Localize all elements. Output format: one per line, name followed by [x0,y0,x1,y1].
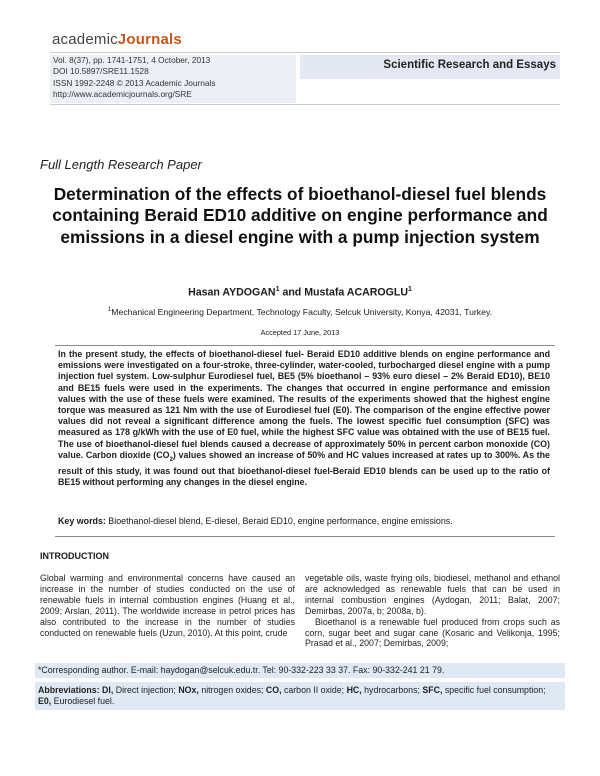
journal-name-box [300,55,560,79]
abbreviations-label: Abbreviations: [38,685,100,695]
author-2-affil-mark: 1 [408,286,412,293]
affiliation-mark: 1 [107,307,112,314]
abbr-term: SFC, [422,685,443,695]
corresponding-author: *Corresponding author. E-mail: haydogan@selcuk.edu.tr. Tel: 90-332-223 33 37. Fax: 90-332-241 21 79. [38,665,445,675]
keywords-label: Key words: [58,516,106,526]
abstract-text-2: ) values showed an increase of 50% and HC values increased at rates up to 300%. As the result of this study, it was found out that bioethanol-diesel fuel-Beraid ED10 blends can be used up to the ratio of BE15 without performing any changes in the diesel engine. [58,449,550,488]
abbr-definition: specific fuel consumption; [442,685,549,695]
introduction-heading: INTRODUCTION [40,551,109,561]
publisher-logo [52,31,182,48]
paper-title: Determination of the effects of bioethanol-diesel fuel blends containing Beraid ED10 additive on engine performance and emissions in a diesel engine with a pump injection system [52,184,548,247]
meta-doi: DOI 10.5897/SRE11.1528 [53,66,149,77]
header-top-rule [50,52,560,53]
abbreviations-box [35,682,565,710]
abbr-term: CO, [265,685,282,695]
body-column-right [305,573,560,649]
keywords [58,516,550,527]
abbr-definition: carbon II oxide; [281,685,347,695]
abbr-term: E0, [38,696,52,707]
affiliation [40,307,560,317]
abbreviations [38,685,560,708]
author-line [40,286,560,299]
author-1-affil-mark: 1 [275,286,280,293]
abbr-term: NOx, [178,685,199,695]
author-2: Mustafa ACAROGLU [304,286,409,299]
abstract-subscript: 2 [169,456,173,463]
abstract-bottom-rule [55,536,555,537]
abbr-definition: Eurodiesel fuel. [51,696,115,707]
body-column-left: Global warming and environmental concerns have caused an increase in the number of studies conducted on the use of renewable fuels in internal combustion engines (Huang et al., 2009; Arslan, 2011). The worldwide increase in petrol prices has also contributed to the increase in the number of studies conducted on renewable fuels (Uzun, 2010). At this point, crude [40,573,295,638]
journal-meta-box [50,55,296,103]
abbr-term: DI, [102,685,114,695]
body-paragraph: vegetable oils, waste frying oils, biodiesel, methanol and ethanol are acknowledged as renewable fuels that can be used in internal combustion engines (Aydogan, 2011; Balat, 2007; Demirbas, 2007a, b; 2008a, b). [305,573,560,616]
corresponding-author-box [35,663,565,678]
author-1: Hasan AYDOGAN [188,286,276,299]
affiliation-text: Mechanical Engineering Department, Technology Faculty, Selcuk University, Konya, 42031, Turkey. [111,307,493,317]
meta-issn: ISSN 1992-2248 © 2013 Academic Journals [53,77,216,88]
abbr-term: HC, [346,685,362,695]
logo-text-journals: Journals [117,31,182,48]
accepted-date: Accepted 17 June, 2013 [260,328,340,337]
abbr-definition: nitrogen oxides; [198,685,266,695]
paper-type: Full Length Research Paper [40,157,202,172]
abstract-text-1: In the present study, the effects of bioethanol-diesel fuel- Beraid ED10 additive blends on engine performance and emissions were investigated on a four-stroke, three-cylinder, water-cooled, turbocharged diesel engine with a pump injection fuel system. Low-sulphur Eurodiesel fuel, BE5 (5% bioethanol – 93% euro diesel – 2% Beraid ED10), BE10 and BE15 fuels were used in the experiments. The changes that occurred in engine performance and emission values with the use of these fuels were examined. The results of the experiments showed that the highest engine torque was measured as 121 Nm with the use of Eurodiesel fuel (E0). The comparison of the engine effective power values did not reveal a significant difference among the fuels. The lowest specific fuel consumption (SFC) was measured as 178 g/kWh with the use of E0 fuel, while the highest SFC value was obtained with the use of BE15 fuel. The use of bioethanol-diesel fuel blends caused a decrease of approximately 50% in percent carbon monoxide (CO) value. Carbon dioxide (CO [58,349,550,460]
logo-text-academic: academic [52,31,118,48]
meta-volume: Vol. 8(37), pp. 1741-1751, 4 October, 2013 [53,55,211,65]
abbr-definition: Direct injection; [113,685,179,695]
meta-url[interactable]: http://www.academicjournals.org/SRE [53,88,192,99]
abbr-definition: hydrocarbons; [361,685,423,695]
abstract [58,349,550,488]
abstract-top-rule [55,345,555,346]
author-joiner: and [279,286,305,299]
journal-name: Scientific Research and Essays [383,59,556,71]
header-bottom-rule [50,104,560,105]
keywords-text: Bioethanol-diesel blend, E-diesel, Beraid ED10, engine performance, engine emissions. [105,516,453,526]
body-paragraph: Bioethanol is a renewable fuel produced from crops such as corn, sugar beet and sugar cane (Kosaric and Velikonja, 1995; Prasad et al., 2007; Demirbas, 2009; [305,616,560,649]
